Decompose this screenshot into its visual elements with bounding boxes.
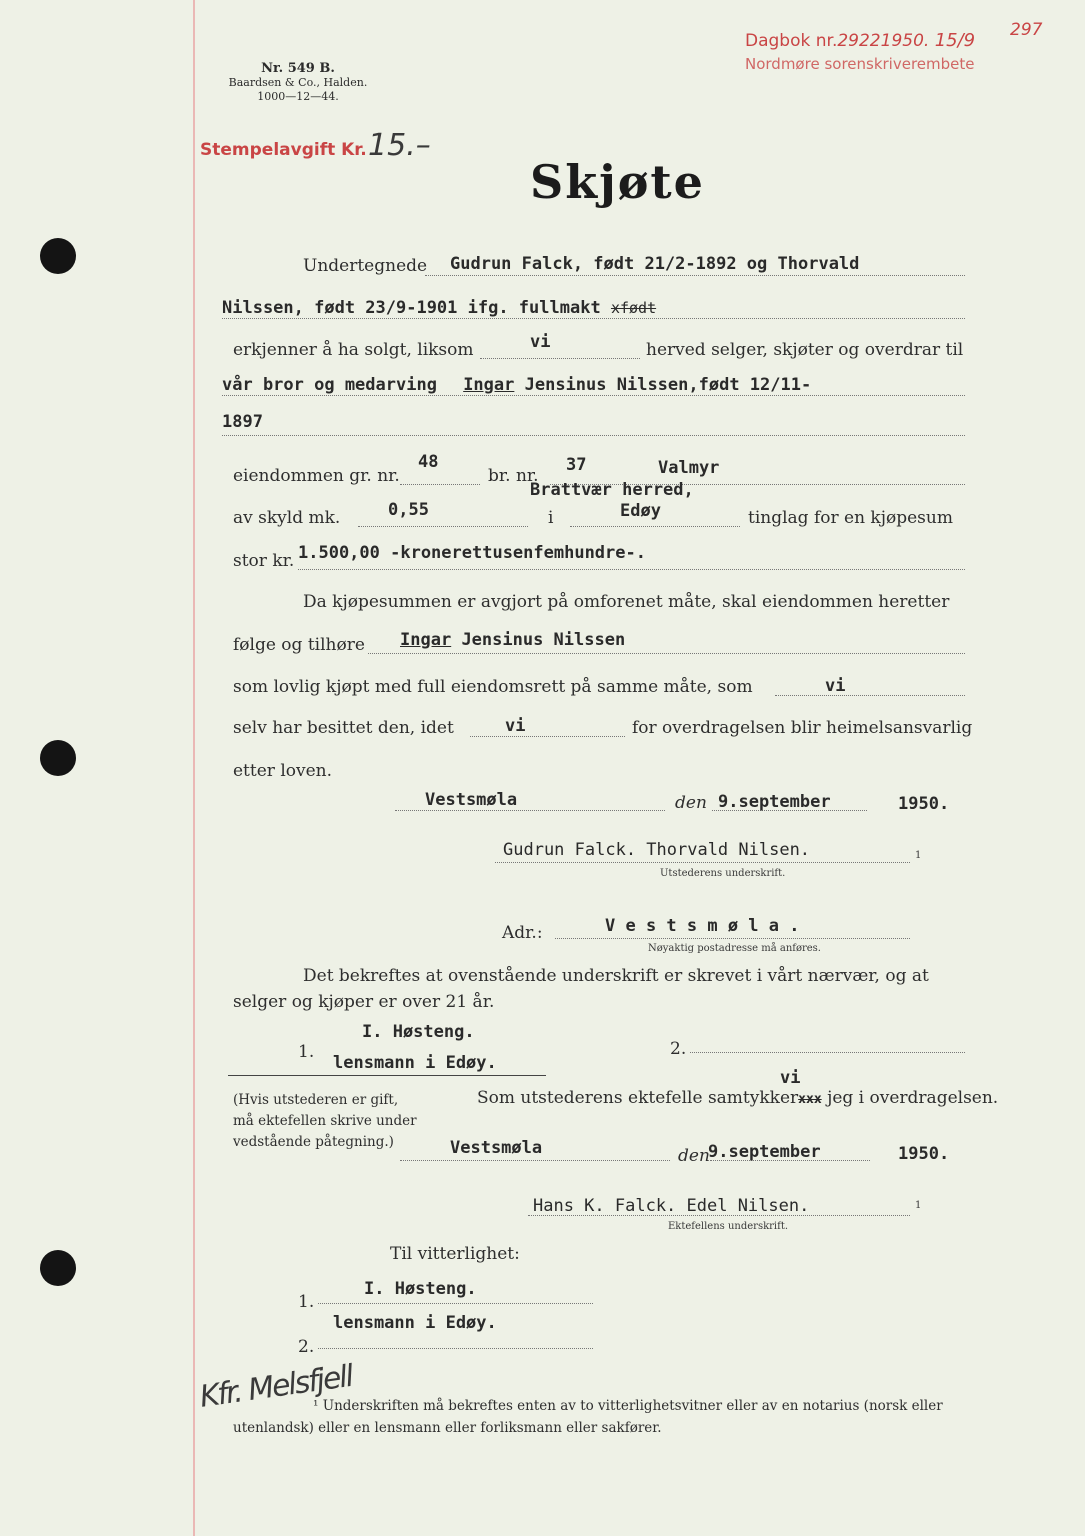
spouse-note-line-3: vedstående påtegning.) [233,1134,394,1150]
buyer-first-name: Ingar [463,375,515,395]
den-label-2: den [678,1146,710,1166]
place-2: Vestsmøla [450,1138,543,1158]
court-stamp: Nordmøre sorenskriverembete [745,55,975,73]
year-1: 1950. [898,794,950,814]
spouse-signature-caption: Ektefellens underskrift. [668,1221,789,1232]
printer-code: 1000—12—44. [257,90,339,103]
i-label: i [548,508,554,528]
sellers-line-2-text: Nilssen, født 23/9-1901 ifg. fullmakt [222,298,601,318]
buyer-line-1-c: Jensinus Nilssen,født 12/11- [524,375,812,395]
place-1: Vestsmøla [425,790,518,810]
margin-line [193,0,195,1536]
fill-line [470,736,625,737]
fill-line [318,1348,593,1349]
spouse-note-line-2: må ektefellen skrive under [233,1113,417,1129]
spouse-note-line-1: (Hvis utstederen er gift, [233,1092,399,1108]
skyld-label: av skyld mk. [233,508,341,528]
lovlig-value: vi [825,676,846,696]
fill-line [570,526,740,527]
dagbok-year: 1950. [880,31,930,51]
footnote-line-2: utenlandsk) eller en lensmann eller forliksmann eller sakfører. [233,1420,662,1436]
dagbok-prefix: Dagbok nr. [745,31,838,51]
confirm-line-2: selger og kjøper er over 21 år. [233,992,495,1012]
struck-text: xfødt [610,299,657,317]
fill-line [222,435,965,436]
date-1: 9.september [718,792,831,812]
etter-loven: etter loven. [233,761,333,781]
address-value: V e s t s m ø l a . [605,916,800,936]
issuer-signature-caption: Utstederens underskrift. [660,868,786,879]
vitterlighet-2-number: 2. [298,1337,315,1357]
fill-line [400,484,480,485]
fill-line [425,275,965,276]
printer-mark [218,62,378,104]
consent-text [477,1088,998,1108]
confirm-line-1: Det bekreftes at ovenstående underskrift er skrevet i vårt nærvær, og at [303,966,929,986]
br-nr-label: br. nr. [488,466,539,486]
fill-line [358,526,528,527]
herved-label: herved selger, skjøter og overdrar til [646,340,964,360]
spouse-note [233,1090,417,1153]
consent-vi: vi [780,1068,801,1088]
clause-1: Da kjøpesummen er avgjort på omforenet måte, skal eiendommen heretter [303,592,950,612]
folio: 15/9 [934,30,976,51]
spouse-signatures: Hans K. Falck. Edel Nilsen. [533,1196,810,1216]
signature-rule [228,1075,546,1076]
fill-line [495,862,910,863]
parish: Edøy [620,501,661,521]
den-label-1: den [675,793,707,813]
folge-value-rest: Jensinus Nilssen [461,630,626,650]
dagbok-number: 2922 [837,31,881,51]
consent-text-b: jeg i overdragelsen. [827,1088,999,1108]
vitterlighet-label: Til vitterlighet: [390,1244,520,1264]
witness-1-title: lensmann i Edøy. [333,1053,497,1073]
fill-line [298,569,965,570]
br-nr-value: 37 [566,455,587,475]
witness-1-name: I. Høsteng. [362,1022,475,1042]
stempelavgift-value: 15.– [368,128,431,163]
fill-line [400,1160,670,1161]
overdragelsen-label: for overdragelsen blir heimelsansvarlig [632,718,973,738]
folge-label: følge og tilhøre [233,635,365,655]
erkjenner-value: vi [530,332,551,352]
buyer-line-1 [222,375,811,395]
stempelavgift-label: Stempelavgift Kr. [200,140,367,160]
dagbok-stamp [745,30,975,51]
fill-line [318,1303,593,1304]
erkjenner-label: erkjenner å ha solgt, liksom [233,340,474,360]
document-title: Skjøte [530,155,705,209]
lovlig-label: som lovlig kjøpt med full eiendomsrett på samme måte, som [233,677,753,697]
tinglag-label: tinglag for en kjøpesum [748,508,953,528]
issuer-signatures: Gudrun Falck. Thorvald Nilsen. [503,840,811,860]
folge-value-first: Ingar [400,630,452,650]
amount: 1.500,00 -kronerettusenfemhundre-. [298,543,646,563]
farm-name: Valmyr [658,458,720,478]
form-number: Nr. 549 B. [261,61,335,76]
vitterlighet-1-number: 1. [298,1292,315,1312]
vitterlighet-2-name: lensmann i Edøy. [333,1313,497,1333]
consent-text-a: Som utstederens ektefelle samtykker [477,1088,799,1108]
punch-hole [40,238,76,274]
handwritten-signature: Kfr. Melsfjell [197,1358,355,1415]
punch-hole [40,1250,76,1286]
stor-label: stor kr. [233,551,295,571]
fill-line [222,318,965,319]
skyld-value: 0,55 [388,500,429,520]
footnote-mark: 1 [915,1200,922,1211]
herred: Brattvær herred, [530,480,694,500]
selv-value: vi [505,716,526,736]
punch-hole [40,740,76,776]
selv-label: selv har besittet den, idet [233,718,454,738]
footnote-mark: 1 [915,850,922,861]
witness-1-number: 1. [298,1042,315,1062]
vitterlighet-1-name: I. Høsteng. [364,1279,477,1299]
buyer-line-1-a: vår bror og medarving [222,375,437,395]
footnote-line-1: ¹ Underskriften må bekreftes enten av to vitterlighetsvitner eller av en notarius (norsk eller [313,1398,943,1414]
page-ref: 297 [1010,20,1043,40]
witness-2-number: 2. [670,1039,687,1059]
fill-line [775,695,965,696]
undertegnede-label: Undertegnede [303,256,428,276]
folge-value [400,630,625,650]
fill-line [368,653,965,654]
address-caption: Nøyaktig postadresse må anføres. [648,943,821,954]
year-2: 1950. [898,1144,950,1164]
footnote [233,1395,943,1439]
fill-line [395,810,665,811]
gr-nr-value: 48 [418,452,439,472]
eiendom-label: eiendommen gr. nr. [233,466,400,486]
fill-line [480,358,640,359]
fill-line [222,395,965,396]
buyer-line-2: 1897 [222,412,263,432]
address-label: Adr.: [502,923,543,943]
printer-company: Baardsen & Co., Halden. [228,76,368,89]
fill-line [555,938,910,939]
fill-line [690,1052,965,1053]
consent-struck: xxx [798,1092,822,1107]
sellers-line-1: Gudrun Falck, født 21/2-1892 og Thorvald [450,254,860,274]
date-2: 9.september [708,1142,821,1162]
sellers-line-2 [222,298,656,318]
